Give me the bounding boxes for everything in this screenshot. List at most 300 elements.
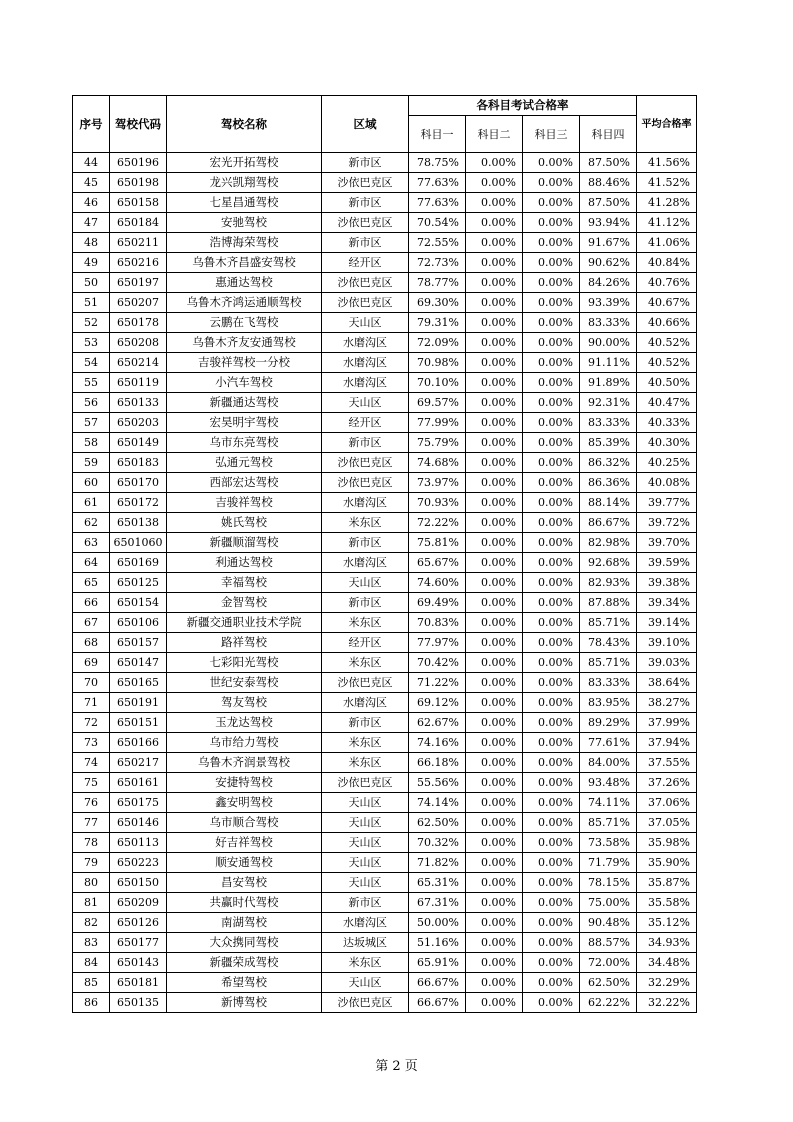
region: 天山区 [322, 833, 409, 853]
subject-1-rate: 70.10% [409, 373, 466, 393]
subject-4-rate: 82.98% [580, 533, 637, 553]
subject-1-rate: 70.42% [409, 653, 466, 673]
subject-1-rate: 70.83% [409, 613, 466, 633]
subject-2-rate: 0.00% [466, 693, 523, 713]
subject-2-rate: 0.00% [466, 753, 523, 773]
school-code: 650211 [110, 233, 167, 253]
table-row [73, 893, 697, 913]
average-rate: 39.34% [637, 593, 697, 613]
school-name: 乌鲁木齐友安通驾校 [167, 333, 322, 353]
region: 经开区 [322, 253, 409, 273]
table-row [73, 733, 697, 753]
school-code: 650184 [110, 213, 167, 233]
subject-4-rate: 92.31% [580, 393, 637, 413]
subject-1-rate: 67.31% [409, 893, 466, 913]
subject-4-rate: 73.58% [580, 833, 637, 853]
subject-1-rate: 62.67% [409, 713, 466, 733]
subject-4-rate: 93.39% [580, 293, 637, 313]
subject-3-rate: 0.00% [523, 993, 580, 1013]
average-rate: 34.48% [637, 953, 697, 973]
region: 新市区 [322, 533, 409, 553]
average-rate: 40.30% [637, 433, 697, 453]
subject-4-rate: 62.50% [580, 973, 637, 993]
table-row [73, 413, 697, 433]
school-name: 宏昊明宇驾校 [167, 413, 322, 433]
region: 经开区 [322, 633, 409, 653]
table-row [73, 693, 697, 713]
subject-3-rate: 0.00% [523, 513, 580, 533]
region: 水磨沟区 [322, 553, 409, 573]
subject-4-rate: 84.00% [580, 753, 637, 773]
subject-4-rate: 88.14% [580, 493, 637, 513]
school-code: 650170 [110, 473, 167, 493]
subject-1-rate: 72.09% [409, 333, 466, 353]
school-code: 650166 [110, 733, 167, 753]
subject-2-rate: 0.00% [466, 713, 523, 733]
subject-3-rate: 0.00% [523, 413, 580, 433]
row-index: 70 [73, 673, 110, 693]
subject-1-rate: 50.00% [409, 913, 466, 933]
subject-1-rate: 51.16% [409, 933, 466, 953]
subject-2-rate: 0.00% [466, 633, 523, 653]
subject-2-rate: 0.00% [466, 173, 523, 193]
subject-3-rate: 0.00% [523, 433, 580, 453]
subject-4-rate: 71.79% [580, 853, 637, 873]
average-rate: 39.14% [637, 613, 697, 633]
subject-1-rate: 70.98% [409, 353, 466, 373]
table-row [73, 393, 697, 413]
school-name: 新疆顺溜驾校 [167, 533, 322, 553]
table-row [73, 433, 697, 453]
subject-2-rate: 0.00% [466, 153, 523, 173]
region: 新市区 [322, 433, 409, 453]
subject-3-rate: 0.00% [523, 213, 580, 233]
subject-3-rate: 0.00% [523, 893, 580, 913]
subject-4-rate: 85.71% [580, 653, 637, 673]
region: 天山区 [322, 573, 409, 593]
row-index: 78 [73, 833, 110, 853]
row-index: 84 [73, 953, 110, 973]
school-name: 浩博海荣驾校 [167, 233, 322, 253]
subject-2-rate: 0.00% [466, 353, 523, 373]
region: 米东区 [322, 733, 409, 753]
school-code: 650151 [110, 713, 167, 733]
header-subject-1: 科目一 [409, 116, 466, 153]
subject-2-rate: 0.00% [466, 613, 523, 633]
school-code: 650133 [110, 393, 167, 413]
subject-3-rate: 0.00% [523, 553, 580, 573]
school-code: 650161 [110, 773, 167, 793]
school-name: 吉骏祥驾校 [167, 493, 322, 513]
average-rate: 35.98% [637, 833, 697, 853]
subject-2-rate: 0.00% [466, 553, 523, 573]
subject-1-rate: 73.97% [409, 473, 466, 493]
school-code: 650106 [110, 613, 167, 633]
subject-3-rate: 0.00% [523, 873, 580, 893]
subject-1-rate: 66.67% [409, 993, 466, 1013]
school-name: 顺安通驾校 [167, 853, 322, 873]
school-name: 姚氏驾校 [167, 513, 322, 533]
school-code: 650203 [110, 413, 167, 433]
table-row [73, 593, 697, 613]
region: 达坂城区 [322, 933, 409, 953]
table-row [73, 153, 697, 173]
average-rate: 40.66% [637, 313, 697, 333]
subject-4-rate: 83.95% [580, 693, 637, 713]
row-index: 47 [73, 213, 110, 233]
subject-2-rate: 0.00% [466, 393, 523, 413]
region: 天山区 [322, 873, 409, 893]
subject-4-rate: 92.68% [580, 553, 637, 573]
school-code: 650181 [110, 973, 167, 993]
table-row [73, 573, 697, 593]
subject-4-rate: 85.39% [580, 433, 637, 453]
row-index: 48 [73, 233, 110, 253]
row-index: 69 [73, 653, 110, 673]
school-code: 650126 [110, 913, 167, 933]
row-index: 66 [73, 593, 110, 613]
subject-3-rate: 0.00% [523, 173, 580, 193]
subject-3-rate: 0.00% [523, 253, 580, 273]
school-name: 弘通元驾校 [167, 453, 322, 473]
subject-3-rate: 0.00% [523, 393, 580, 413]
subject-4-rate: 74.11% [580, 793, 637, 813]
subject-3-rate: 0.00% [523, 453, 580, 473]
subject-3-rate: 0.00% [523, 493, 580, 513]
row-index: 53 [73, 333, 110, 353]
subject-2-rate: 0.00% [466, 893, 523, 913]
average-rate: 41.52% [637, 173, 697, 193]
table-row [73, 213, 697, 233]
average-rate: 37.26% [637, 773, 697, 793]
school-name: 昌安驾校 [167, 873, 322, 893]
subject-3-rate: 0.00% [523, 313, 580, 333]
subject-4-rate: 84.26% [580, 273, 637, 293]
subject-1-rate: 77.63% [409, 193, 466, 213]
row-index: 86 [73, 993, 110, 1013]
subject-2-rate: 0.00% [466, 593, 523, 613]
subject-4-rate: 86.36% [580, 473, 637, 493]
subject-3-rate: 0.00% [523, 273, 580, 293]
table-row [73, 933, 697, 953]
subject-1-rate: 70.54% [409, 213, 466, 233]
row-index: 51 [73, 293, 110, 313]
table-row [73, 653, 697, 673]
school-code: 650178 [110, 313, 167, 333]
subject-4-rate: 88.57% [580, 933, 637, 953]
subject-2-rate: 0.00% [466, 433, 523, 453]
average-rate: 39.72% [637, 513, 697, 533]
school-code: 650177 [110, 933, 167, 953]
average-rate: 37.06% [637, 793, 697, 813]
table-row [73, 193, 697, 213]
subject-3-rate: 0.00% [523, 293, 580, 313]
row-index: 52 [73, 313, 110, 333]
table-row [73, 833, 697, 853]
table-row [73, 773, 697, 793]
region: 水磨沟区 [322, 333, 409, 353]
subject-2-rate: 0.00% [466, 653, 523, 673]
school-code: 650207 [110, 293, 167, 313]
row-index: 85 [73, 973, 110, 993]
subject-3-rate: 0.00% [523, 813, 580, 833]
subject-2-rate: 0.00% [466, 813, 523, 833]
region: 新市区 [322, 593, 409, 613]
subject-3-rate: 0.00% [523, 333, 580, 353]
subject-1-rate: 71.82% [409, 853, 466, 873]
row-index: 71 [73, 693, 110, 713]
subject-1-rate: 65.67% [409, 553, 466, 573]
subject-2-rate: 0.00% [466, 673, 523, 693]
school-name: 西部宏达驾校 [167, 473, 322, 493]
school-name: 金智驾校 [167, 593, 322, 613]
average-rate: 37.99% [637, 713, 697, 733]
subject-2-rate: 0.00% [466, 293, 523, 313]
average-rate: 40.50% [637, 373, 697, 393]
subject-1-rate: 55.56% [409, 773, 466, 793]
region: 新市区 [322, 153, 409, 173]
subject-3-rate: 0.00% [523, 473, 580, 493]
region: 天山区 [322, 793, 409, 813]
school-code: 650157 [110, 633, 167, 653]
school-code: 650113 [110, 833, 167, 853]
region: 水磨沟区 [322, 913, 409, 933]
row-index: 61 [73, 493, 110, 513]
subject-3-rate: 0.00% [523, 233, 580, 253]
table-row [73, 453, 697, 473]
subject-2-rate: 0.00% [466, 733, 523, 753]
school-name: 新疆荣成驾校 [167, 953, 322, 973]
subject-3-rate: 0.00% [523, 193, 580, 213]
subject-4-rate: 75.00% [580, 893, 637, 913]
region: 水磨沟区 [322, 693, 409, 713]
subject-1-rate: 74.68% [409, 453, 466, 473]
subject-4-rate: 86.67% [580, 513, 637, 533]
region: 天山区 [322, 813, 409, 833]
row-index: 62 [73, 513, 110, 533]
subject-4-rate: 88.46% [580, 173, 637, 193]
average-rate: 41.06% [637, 233, 697, 253]
subject-3-rate: 0.00% [523, 693, 580, 713]
row-index: 72 [73, 713, 110, 733]
subject-4-rate: 90.62% [580, 253, 637, 273]
school-code: 650147 [110, 653, 167, 673]
subject-4-rate: 91.89% [580, 373, 637, 393]
row-index: 56 [73, 393, 110, 413]
subject-2-rate: 0.00% [466, 413, 523, 433]
subject-1-rate: 74.14% [409, 793, 466, 813]
pass-rate-table [72, 95, 697, 1013]
school-code: 650138 [110, 513, 167, 533]
average-rate: 41.56% [637, 153, 697, 173]
region: 水磨沟区 [322, 353, 409, 373]
subject-4-rate: 86.32% [580, 453, 637, 473]
region: 米东区 [322, 613, 409, 633]
row-index: 77 [73, 813, 110, 833]
school-code: 650183 [110, 453, 167, 473]
subject-1-rate: 69.12% [409, 693, 466, 713]
school-name: 玉龙达驾校 [167, 713, 322, 733]
row-index: 45 [73, 173, 110, 193]
subject-3-rate: 0.00% [523, 373, 580, 393]
school-code: 650217 [110, 753, 167, 773]
average-rate: 38.27% [637, 693, 697, 713]
row-index: 75 [73, 773, 110, 793]
row-index: 82 [73, 913, 110, 933]
subject-3-rate: 0.00% [523, 533, 580, 553]
average-rate: 32.22% [637, 993, 697, 1013]
region: 天山区 [322, 973, 409, 993]
school-name: 乌鲁木齐鸿运通顺驾校 [167, 293, 322, 313]
average-rate: 35.58% [637, 893, 697, 913]
school-name: 乌鲁木齐昌盛安驾校 [167, 253, 322, 273]
subject-4-rate: 90.00% [580, 333, 637, 353]
row-index: 55 [73, 373, 110, 393]
table-row [73, 173, 697, 193]
school-name: 世纪安泰驾校 [167, 673, 322, 693]
subject-3-rate: 0.00% [523, 913, 580, 933]
average-rate: 40.52% [637, 353, 697, 373]
region: 米东区 [322, 513, 409, 533]
table-row [73, 713, 697, 733]
subject-2-rate: 0.00% [466, 773, 523, 793]
average-rate: 35.90% [637, 853, 697, 873]
average-rate: 39.10% [637, 633, 697, 653]
subject-1-rate: 69.49% [409, 593, 466, 613]
header-name: 驾校名称 [167, 96, 322, 153]
subject-3-rate: 0.00% [523, 673, 580, 693]
average-rate: 40.33% [637, 413, 697, 433]
subject-4-rate: 82.93% [580, 573, 637, 593]
subject-3-rate: 0.00% [523, 853, 580, 873]
subject-3-rate: 0.00% [523, 833, 580, 853]
school-code: 650209 [110, 893, 167, 913]
subject-2-rate: 0.00% [466, 793, 523, 813]
subject-3-rate: 0.00% [523, 613, 580, 633]
subject-3-rate: 0.00% [523, 733, 580, 753]
school-code: 650191 [110, 693, 167, 713]
school-name: 南湖驾校 [167, 913, 322, 933]
row-index: 64 [73, 553, 110, 573]
region: 沙依巴克区 [322, 473, 409, 493]
region: 沙依巴克区 [322, 673, 409, 693]
subject-1-rate: 70.32% [409, 833, 466, 853]
subject-1-rate: 78.75% [409, 153, 466, 173]
subject-3-rate: 0.00% [523, 793, 580, 813]
subject-4-rate: 93.48% [580, 773, 637, 793]
subject-1-rate: 72.55% [409, 233, 466, 253]
subject-4-rate: 85.71% [580, 613, 637, 633]
average-rate: 40.76% [637, 273, 697, 293]
row-index: 63 [73, 533, 110, 553]
average-rate: 35.12% [637, 913, 697, 933]
row-index: 59 [73, 453, 110, 473]
table-row [73, 373, 697, 393]
school-name: 共赢时代驾校 [167, 893, 322, 913]
header-region: 区域 [322, 96, 409, 153]
region: 水磨沟区 [322, 493, 409, 513]
school-name: 安驰驾校 [167, 213, 322, 233]
subject-2-rate: 0.00% [466, 993, 523, 1013]
region: 沙依巴克区 [322, 173, 409, 193]
region: 米东区 [322, 653, 409, 673]
subject-3-rate: 0.00% [523, 933, 580, 953]
school-name: 幸福驾校 [167, 573, 322, 593]
subject-2-rate: 0.00% [466, 453, 523, 473]
region: 新市区 [322, 713, 409, 733]
header-average: 平均合格率 [637, 96, 697, 153]
table-row [73, 333, 697, 353]
row-index: 60 [73, 473, 110, 493]
school-code: 650198 [110, 173, 167, 193]
average-rate: 40.25% [637, 453, 697, 473]
subject-2-rate: 0.00% [466, 573, 523, 593]
school-name: 乌市给力驾校 [167, 733, 322, 753]
header-subject-3: 科目三 [523, 116, 580, 153]
subject-1-rate: 75.79% [409, 433, 466, 453]
table-row [73, 273, 697, 293]
school-code: 650154 [110, 593, 167, 613]
subject-2-rate: 0.00% [466, 833, 523, 853]
table-row [73, 313, 697, 333]
region: 沙依巴克区 [322, 993, 409, 1013]
school-name: 七彩阳光驾校 [167, 653, 322, 673]
table-row [73, 853, 697, 873]
school-code: 650223 [110, 853, 167, 873]
row-index: 58 [73, 433, 110, 453]
subject-1-rate: 75.81% [409, 533, 466, 553]
row-index: 57 [73, 413, 110, 433]
school-name: 小汽车驾校 [167, 373, 322, 393]
school-name: 七星昌通驾校 [167, 193, 322, 213]
subject-2-rate: 0.00% [466, 853, 523, 873]
school-name: 鑫安明驾校 [167, 793, 322, 813]
header-index: 序号 [73, 96, 110, 153]
subject-4-rate: 91.11% [580, 353, 637, 373]
school-name: 吉骏祥驾校一分校 [167, 353, 322, 373]
row-index: 81 [73, 893, 110, 913]
school-code: 650197 [110, 273, 167, 293]
subject-1-rate: 77.63% [409, 173, 466, 193]
subject-1-rate: 71.22% [409, 673, 466, 693]
average-rate: 40.47% [637, 393, 697, 413]
subject-4-rate: 77.61% [580, 733, 637, 753]
subject-2-rate: 0.00% [466, 333, 523, 353]
table-row [73, 873, 697, 893]
average-rate: 40.84% [637, 253, 697, 273]
region: 米东区 [322, 753, 409, 773]
subject-4-rate: 72.00% [580, 953, 637, 973]
row-index: 83 [73, 933, 110, 953]
table-row [73, 613, 697, 633]
average-rate: 40.08% [637, 473, 697, 493]
subject-2-rate: 0.00% [466, 933, 523, 953]
table-header [73, 96, 697, 153]
school-name: 希望驾校 [167, 973, 322, 993]
row-index: 65 [73, 573, 110, 593]
average-rate: 41.28% [637, 193, 697, 213]
school-name: 路祥驾校 [167, 633, 322, 653]
school-code: 650135 [110, 993, 167, 1013]
table-row [73, 493, 697, 513]
school-name: 乌鲁木齐润景驾校 [167, 753, 322, 773]
average-rate: 38.64% [637, 673, 697, 693]
school-name: 利通达驾校 [167, 553, 322, 573]
average-rate: 40.67% [637, 293, 697, 313]
header-subject-4: 科目四 [580, 116, 637, 153]
school-code: 650216 [110, 253, 167, 273]
subject-4-rate: 83.33% [580, 673, 637, 693]
